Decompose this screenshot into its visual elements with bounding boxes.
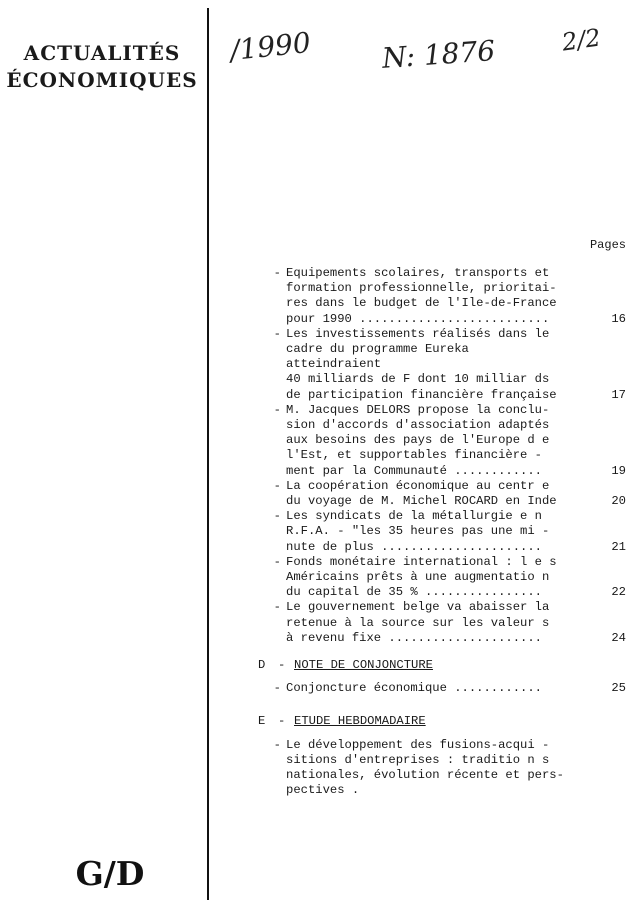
toc-entry-text: La coopération économique au centr e du voyage de M. Michel ROCARD en Inde [286, 478, 557, 509]
toc-entry-dash: - [273, 554, 281, 569]
toc-entry [250, 600, 626, 646]
masthead-line-1: ACTUALITÉS [23, 41, 181, 65]
gd-logo-text: G/D [75, 854, 145, 892]
section-dash: - [278, 714, 286, 729]
toc-entry [250, 327, 626, 403]
toc-entry-dash: - [273, 509, 281, 524]
vertical-divider [207, 8, 209, 900]
handwritten-year: /1990 [228, 25, 313, 68]
toc-entry-dash: - [273, 478, 281, 493]
section-dash: - [278, 658, 286, 673]
section-letter: E [258, 714, 266, 729]
pages-column-header: Pages [589, 238, 626, 252]
toc-entry-text: Le développement des fusions-acqui - sitions d'entreprises : traditio n s nationales, évolution récente et pers- pectives . [286, 737, 564, 798]
masthead-line-2: ÉCONOMIQUES [6, 68, 198, 92]
toc-entry [250, 555, 626, 601]
handwritten-part: 2/2 [560, 23, 603, 57]
toc-entry-dash: - [273, 402, 281, 417]
toc-entry-dash: - [273, 600, 281, 615]
toc-entry-text: Conjoncture économique ............ [286, 681, 542, 696]
toc-entry [250, 681, 626, 696]
toc-entry [250, 509, 626, 555]
toc-entry-page: 25 [611, 681, 626, 696]
toc-entry-dash: - [273, 326, 281, 341]
table-of-contents [250, 266, 626, 799]
section-e-heading [250, 714, 626, 729]
toc-entry-page: 22 [611, 585, 626, 600]
toc-entries-section-d [250, 681, 626, 696]
toc-entries-top [250, 266, 626, 646]
toc-entry-page: 24 [611, 630, 626, 645]
toc-entry [250, 266, 626, 327]
toc-entry [250, 403, 626, 479]
toc-entry-text: Les investissements réalisés dans le cadre du programme Eureka atteindraient 40 milliards de F dont 10 milliar ds de participation financière française [286, 326, 557, 402]
section-letter: D [258, 658, 266, 673]
toc-entry-page: 20 [611, 494, 626, 509]
toc-entry-text: Equipements scolaires, transports et formation professionnelle, prioritai- res dans le budget de l'Ile-de-France pour 1990 .......................... [286, 266, 557, 326]
section-d-heading [250, 658, 626, 673]
section-title: NOTE DE CONJONCTURE [294, 658, 433, 673]
toc-entry-text: M. Jacques DELORS propose la conclu- sion d'accords d'association adaptés aux besoins des pays de l'Europe d e l'Est, et supportables financière - ment par la Communauté ............ [286, 402, 550, 478]
toc-entry-text: Fonds monétaire international : l e s Américains prêts à une augmentatio n du capital de 35 % ................ [286, 554, 557, 600]
handwritten-number: N: 1876 [380, 34, 497, 75]
masthead [6, 40, 198, 94]
toc-entries-section-e [250, 738, 626, 799]
toc-entry-dash: - [273, 681, 281, 696]
toc-entry-dash: - [273, 266, 281, 280]
toc-entry [250, 738, 626, 799]
toc-entry-page: 17 [611, 387, 626, 402]
toc-entry-dash: - [273, 737, 281, 752]
toc-entry-text: Le gouvernement belge va abaisser la retenue à la source sur les valeur s à revenu fixe ..................... [286, 600, 550, 645]
toc-entry-page: 21 [611, 539, 626, 554]
section-title: ETUDE HEBDOMADAIRE [294, 714, 426, 729]
toc-entry-page: 19 [611, 463, 626, 478]
toc-entry [250, 479, 626, 509]
toc-entry-page: 16 [611, 311, 626, 326]
toc-entry-text: Les syndicats de la métallurgie e n R.F.A. - "les 35 heures pas une mi - nute de plus ...................... [286, 509, 550, 554]
gd-logo [62, 854, 158, 892]
